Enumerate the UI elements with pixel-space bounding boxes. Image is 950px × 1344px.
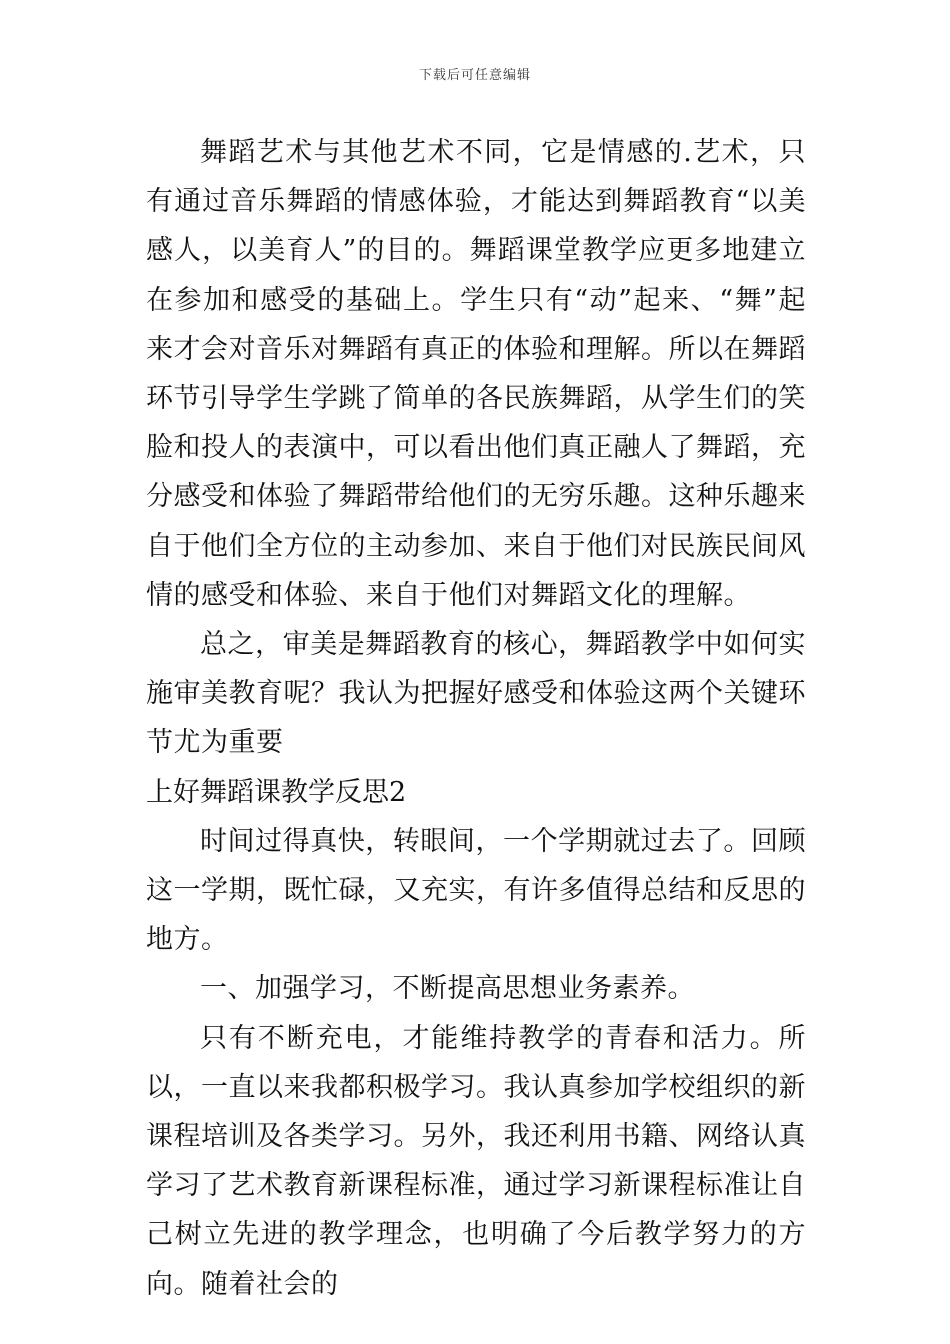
paragraph-dance-emotion: 舞蹈艺术与其他艺术不同，它是情感的.艺术，只有通过音乐舞蹈的情感体验，才能达到舞蹈教育“以美感人，以美育人”的目的。舞蹈课堂教学应更多地建立在参加和感受的基础上。学生只有“动”起来、“舞”起来才会对音乐对舞蹈有真正的体验和理解。所以在舞蹈环节引导学生学跳了简单的各民族舞蹈，从学生们的笑脸和投人的表演中，可以看出他们真正融人了舞蹈，充分感受和体验了舞蹈带给他们的无穷乐趣。这种乐趣来自于他们全方位的主动参加、来自于他们对民族民间风情的感受和体验、来自于他们对舞蹈文化的理解。 xyxy=(146,137,806,611)
section-heading: 上好舞蹈课教学反思2 xyxy=(146,776,407,808)
paragraph-aesthetic-core: 总之，审美是舞蹈教育的核心，舞蹈教学中如何实施审美教育呢？我认为把握好感受和体验这两个关键环节尤为重要 xyxy=(146,629,806,759)
document-body xyxy=(146,128,806,1309)
paragraph-continuous-learning: 只有不断充电，才能维持教学的青春和活力。所以，一直以来我都积极学习。我认真参加学校组织的新课程培训及各类学习。另外，我还利用书籍、网络认真学习了艺术教育新课程标准，通过学习新课程标准让自己树立先进的教学理念，也明确了今后教学努力的方向。随着社会的 xyxy=(146,1022,806,1300)
page-header-note: 下载后可任意编辑 xyxy=(418,68,531,83)
paragraph-point-one: 一、加强学习，不断提高思想业务素养。 xyxy=(200,973,695,1005)
paragraph-semester-review: 时间过得真快，转眼间，一个学期就过去了。回顾这一学期，既忙碌，又充实，有许多值得总结和反思的地方。 xyxy=(146,825,806,956)
